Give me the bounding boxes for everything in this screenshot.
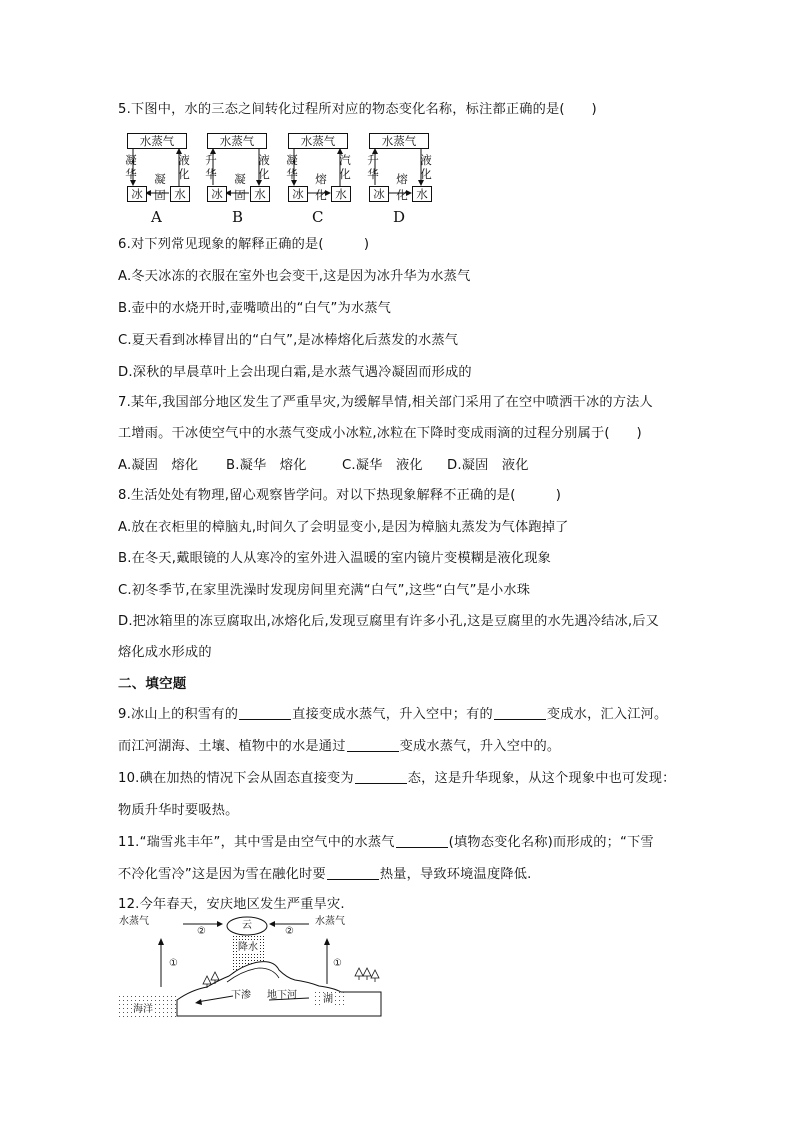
q8-option-c: C.初冬季节,在家里洗澡时发现房间里充满“白气”,这些“白气”是小水珠 bbox=[118, 583, 531, 598]
answer-blank[interactable] bbox=[494, 706, 546, 720]
vapor-left-label: 水蒸气 bbox=[119, 916, 149, 927]
q9-line-1 bbox=[118, 706, 667, 724]
ice-box: 冰 bbox=[369, 186, 389, 202]
middle-label: 凝固 bbox=[234, 172, 246, 202]
choice-letter-c: C bbox=[312, 208, 324, 226]
right-label: 液 化 bbox=[178, 153, 190, 181]
phase-diagram-c bbox=[286, 133, 352, 205]
q10-text-1: 10.碘在加热的情况下会从固态直接变为 bbox=[118, 771, 354, 786]
right-label: 液 化 bbox=[420, 153, 432, 181]
middle-label: 熔化 bbox=[315, 172, 327, 202]
q9-text-2: 直接变成水蒸气，升入空中；有的 bbox=[292, 707, 493, 722]
q6-stem: 6.对下列常见现象的解释正确的是( ) bbox=[118, 237, 370, 252]
q10-line-1 bbox=[118, 770, 676, 788]
q11-text-2: (填物态变化名称)而形成的；“下雪 bbox=[448, 835, 654, 850]
water-box: 水 bbox=[331, 186, 351, 202]
answer-blank[interactable] bbox=[396, 834, 448, 848]
left-label: 升 华 bbox=[205, 153, 217, 181]
phase-diagram-b bbox=[205, 133, 271, 205]
q6-option-b: B.壶中的水烧开时,壶嘴喷出的“白气”为水蒸气 bbox=[118, 301, 392, 316]
ice-box: 冰 bbox=[127, 186, 147, 202]
lake-label: 湖 bbox=[323, 994, 333, 1005]
choice-letter-b: B bbox=[232, 208, 244, 226]
q8-option-d: D.把冰箱里的冻豆腐取出,冰熔化后,发现豆腐里有许多小孔,这是豆腐里的水先遇冷结冰,后又 bbox=[118, 614, 660, 629]
q7-option-b: B.凝华 熔化 bbox=[226, 458, 307, 473]
choice-letter-a: A bbox=[151, 208, 162, 226]
sea-label: 海洋 bbox=[133, 1004, 153, 1015]
q8-option-a: A.放在衣柜里的樟脑丸,时间久了会明显变小,是因为樟脑丸蒸发为气体跑掉了 bbox=[118, 520, 569, 535]
water-box: 水 bbox=[250, 186, 270, 202]
q6-option-a: A.冬天冰冻的衣服在室外也会变干,这是因为冰升华为水蒸气 bbox=[118, 269, 471, 284]
q8-option-b: B.在冬天,戴眼镜的人从寒冷的室外进入温暖的室内镜片变模糊是液化现象 bbox=[118, 551, 552, 566]
circle-1-right: ① bbox=[333, 958, 342, 969]
q8-option-d-cont: 熔化成水形成的 bbox=[118, 645, 212, 660]
ice-box: 冰 bbox=[288, 186, 308, 202]
q12-stem: 12.今年春天，安庆地区发生严重旱灾. bbox=[118, 897, 345, 912]
circle-2-right: ② bbox=[285, 926, 294, 937]
underground-river-label: 地下河 bbox=[267, 990, 297, 1001]
vapor-right-label: 水蒸气 bbox=[315, 916, 345, 927]
q5-stem: 5.下图中，水的三态之间转化过程所对应的物态变化名称，标注都正确的是( ) bbox=[118, 102, 597, 117]
vapor-box: 水蒸气 bbox=[207, 133, 267, 149]
q11-text-1: 11.“瑞雪兆丰年”，其中雪是由空气中的水蒸气 bbox=[118, 835, 395, 850]
q6-option-d: D.深秋的早晨草叶上会出现白霜,是水蒸气遇冷凝固而形成的 bbox=[118, 365, 472, 380]
q7-line-2: 工增雨。干冰使空气中的水蒸气变成小冰粒,冰粒在下降时变成雨滴的过程分别属于( ) bbox=[118, 426, 642, 441]
q9-text-5: 变成水蒸气，升入空中的。 bbox=[399, 739, 561, 754]
vapor-box: 水蒸气 bbox=[369, 133, 429, 149]
q7-option-d: D.凝固 液化 bbox=[447, 458, 529, 473]
ice-box: 冰 bbox=[207, 186, 227, 202]
q9-line-2 bbox=[118, 738, 560, 756]
q7-line-1: 7.某年,我国部分地区发生了严重旱灾,为缓解旱情,相关部门采用了在空中喷洒干冰的方法人 bbox=[118, 395, 653, 410]
answer-blank[interactable] bbox=[327, 866, 379, 880]
answer-blank[interactable] bbox=[239, 706, 291, 720]
rain-label: 降水 bbox=[238, 942, 258, 953]
middle-label: 熔化 bbox=[396, 172, 408, 202]
choice-letter-d: D bbox=[393, 208, 406, 226]
q11-line-1 bbox=[118, 834, 654, 852]
section-title: 二、填空题 bbox=[118, 676, 187, 692]
q9-text-4: 而江河湖海、土壤、植物中的水是通过 bbox=[118, 739, 346, 754]
water-cycle-diagram bbox=[119, 912, 389, 1022]
q9-text-3: 变成水，汇入江河。 bbox=[546, 707, 668, 722]
left-label: 凝 华 bbox=[125, 153, 137, 181]
q6-option-c: C.夏天看到冰棒冒出的“白气”,是冰棒熔化后蒸发的水蒸气 bbox=[118, 333, 459, 348]
phase-diagram-a bbox=[125, 133, 191, 205]
middle-label: 凝固 bbox=[154, 172, 166, 202]
answer-blank[interactable] bbox=[347, 738, 399, 752]
q7-option-a: A.凝固 熔化 bbox=[118, 458, 199, 473]
seep-label: 下渗 bbox=[231, 990, 251, 1001]
left-label: 凝 华 bbox=[286, 153, 298, 181]
q11-text-4: 热量，导致环境温度降低. bbox=[379, 867, 532, 882]
vapor-box: 水蒸气 bbox=[288, 133, 348, 149]
q10-line-2: 物质升华时要吸热。 bbox=[118, 803, 239, 818]
left-label: 升 华 bbox=[367, 153, 379, 181]
vapor-box: 水蒸气 bbox=[127, 133, 187, 149]
water-box: 水 bbox=[412, 186, 432, 202]
q7-option-c: C.凝华 液化 bbox=[342, 458, 423, 473]
right-label: 液 化 bbox=[258, 153, 270, 181]
q11-line-2 bbox=[118, 866, 532, 884]
answer-blank[interactable] bbox=[355, 770, 407, 784]
circle-1-left: ① bbox=[169, 958, 178, 969]
water-box: 水 bbox=[170, 186, 190, 202]
right-label: 汽 化 bbox=[339, 153, 351, 181]
q9-text-1: 9.冰山上的积雪有的 bbox=[118, 707, 239, 722]
q11-text-3: 不冷化雪冷”这是因为雪在融化时要 bbox=[118, 867, 326, 882]
water-cycle-drawing bbox=[119, 912, 389, 1022]
phase-diagram-d bbox=[367, 133, 433, 205]
circle-2-left: ② bbox=[197, 926, 206, 937]
cloud-label: 云 bbox=[242, 920, 252, 931]
q10-text-2: 态，这是升华现象，从这个现象中也可发现： bbox=[407, 771, 676, 786]
q8-stem: 8.生活处处有物理,留心观察皆学问。对以下热现象解释不正确的是( ) bbox=[118, 488, 562, 503]
